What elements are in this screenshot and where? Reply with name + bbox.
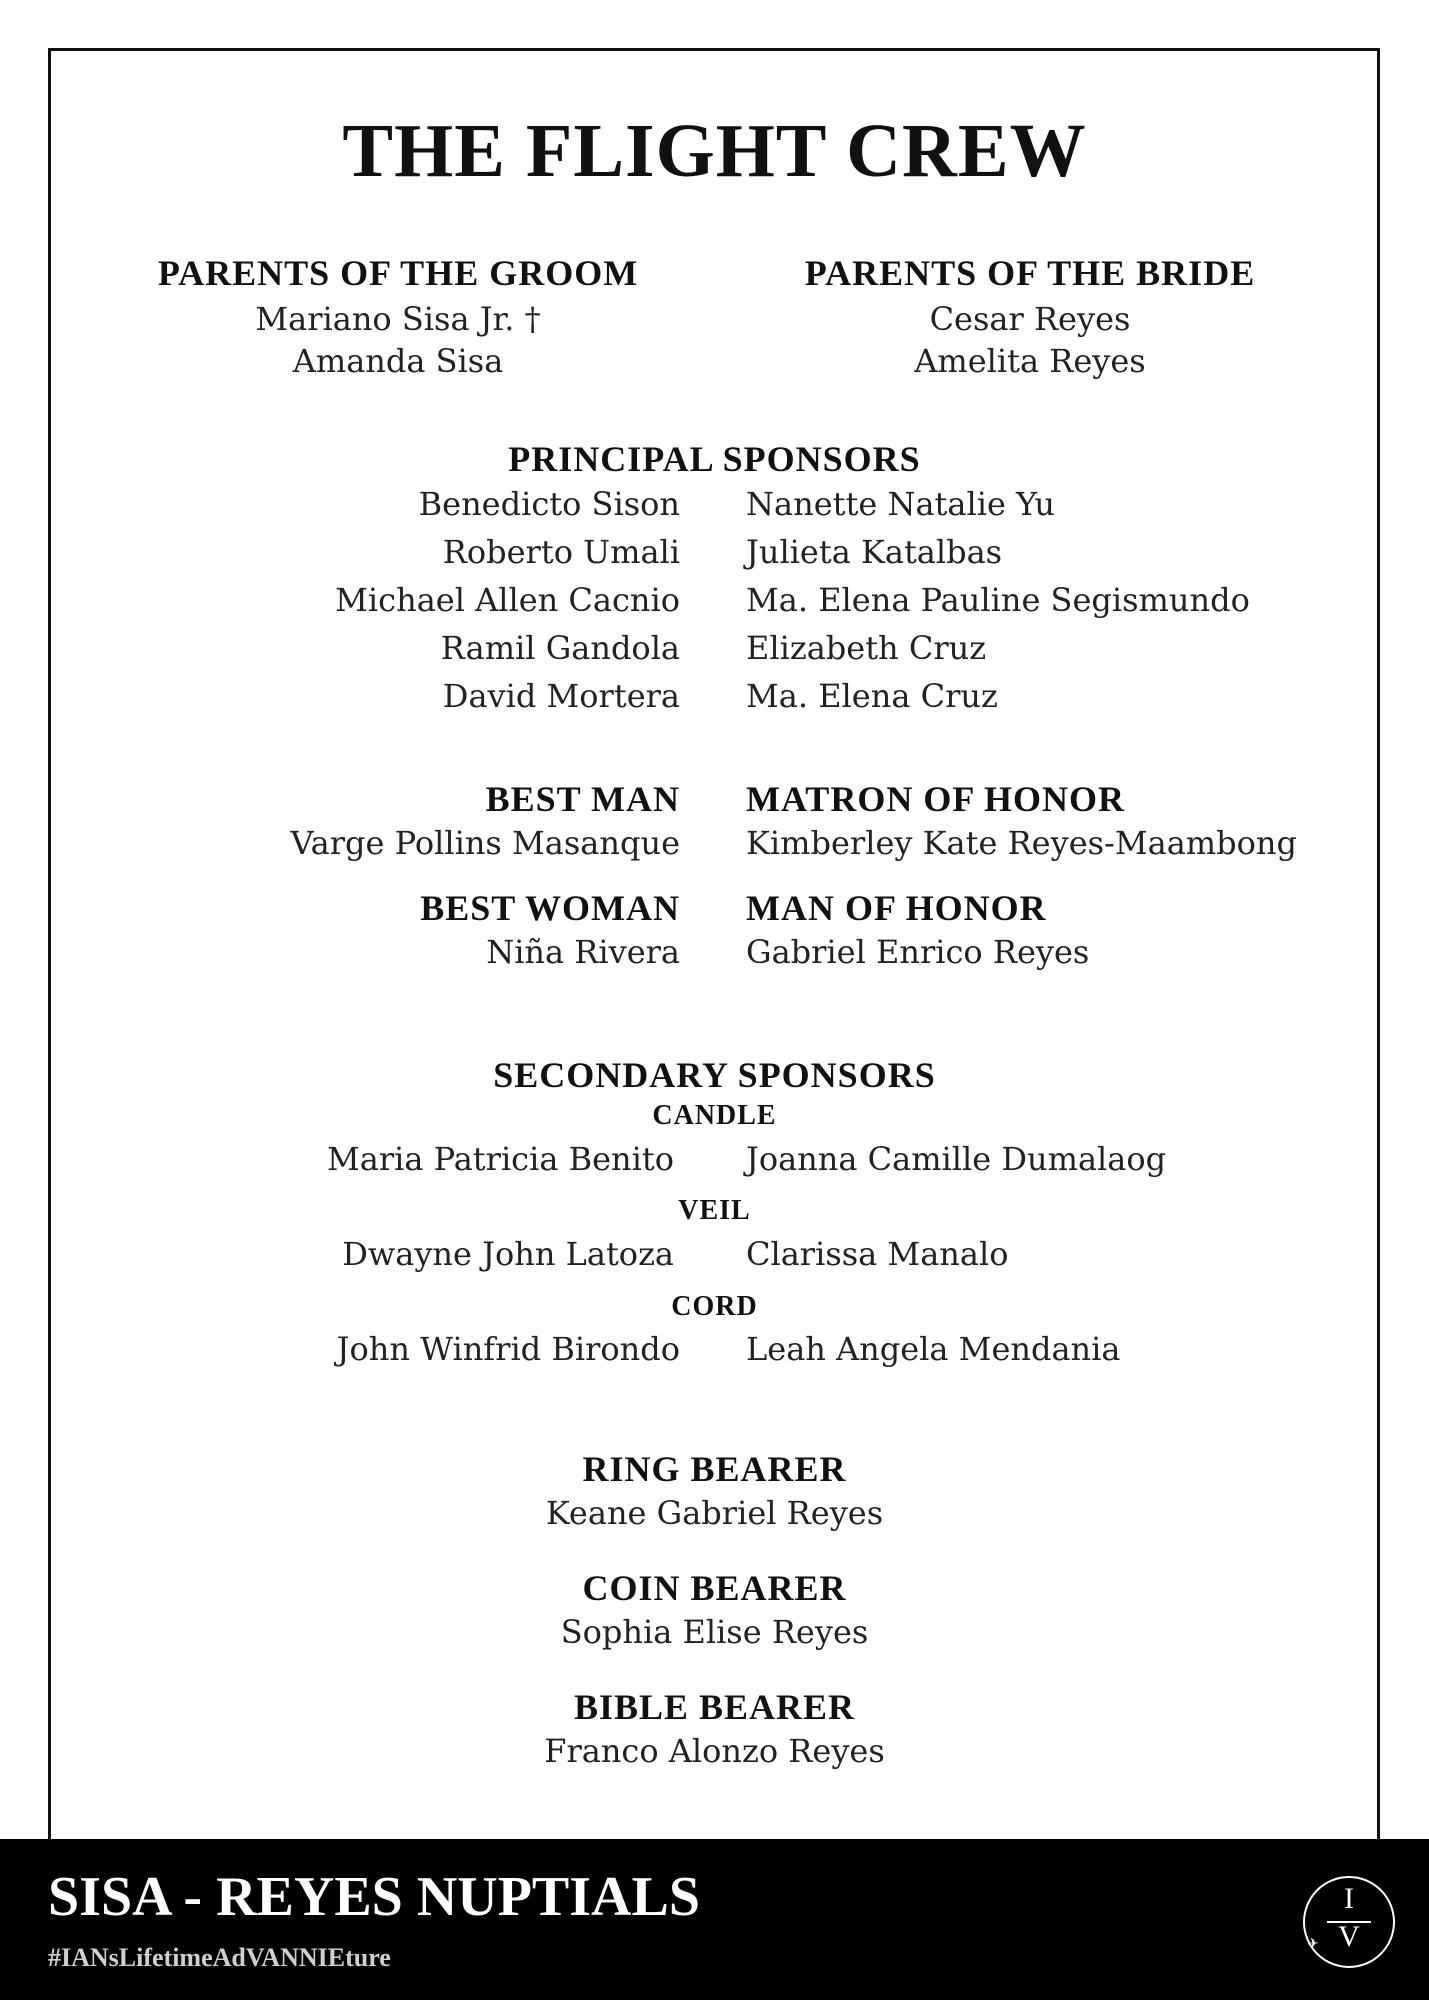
monogram-bottom-letter: V (1338, 1920, 1360, 1953)
ring-bearer-name: Keane Gabriel Reyes (545, 1494, 884, 1532)
airplane-icon: ✈ (1307, 1936, 1319, 1952)
parents-groom-heading: PARENTS OF THE GROOM (157, 253, 639, 293)
parents-bride-heading: PARENTS OF THE BRIDE (804, 253, 1256, 293)
page-title: THE FLIGHT CREW (342, 109, 1087, 193)
bible-bearer-heading: BIBLE BEARER (573, 1687, 856, 1727)
principal-sponsor: Ramil Gandola (440, 629, 680, 667)
footer-band (0, 1839, 1429, 2000)
parents-bride-name: Cesar Reyes (929, 300, 1131, 338)
principal-sponsor: Roberto Umali (442, 533, 680, 571)
candle-sponsor-left: Maria Patricia Benito (326, 1140, 674, 1178)
matron-heading: MATRON OF HONOR (746, 779, 1125, 819)
man-of-honor-heading: MAN OF HONOR (746, 888, 1047, 928)
best-woman-heading: BEST WOMAN (420, 888, 680, 928)
principal-sponsors-left (180, 480, 680, 720)
principal-sponsors-heading: PRINCIPAL SPONSORS (508, 439, 921, 479)
principal-sponsor: David Mortera (442, 677, 680, 715)
best-man-name: Varge Pollins Masanque (290, 824, 680, 862)
principal-sponsor: Ma. Elena Pauline Segismundo (746, 581, 1250, 619)
principal-sponsors-right (746, 480, 1346, 720)
veil-sponsor-right: Clarissa Manalo (746, 1235, 1009, 1273)
best-woman-name: Niña Rivera (486, 933, 680, 971)
principal-sponsor: Julieta Katalbas (746, 533, 1003, 571)
principal-sponsor: Nanette Natalie Yu (746, 485, 1055, 523)
candle-sponsor-right: Joanna Camille Dumalaog (746, 1140, 1167, 1178)
veil-sponsor-left: Dwayne John Latoza (342, 1235, 674, 1273)
ring-bearer-heading: RING BEARER (582, 1449, 847, 1489)
cord-sponsor-right: Leah Angela Mendania (746, 1330, 1121, 1368)
veil-label: VEIL (678, 1195, 751, 1226)
parents-bride-name: Amelita Reyes (914, 342, 1146, 380)
footer-hashtag: #IANsLifetimeAdVANNIEture (48, 1943, 391, 1972)
cord-sponsor-left: John Winfrid Birondo (336, 1330, 680, 1368)
man-of-honor-name: Gabriel Enrico Reyes (746, 933, 1090, 971)
coin-bearer-name: Sophia Elise Reyes (560, 1613, 869, 1651)
parents-groom-name: Amanda Sisa (292, 342, 504, 380)
cord-label: CORD (671, 1291, 758, 1322)
matron-name: Kimberley Kate Reyes-Maambong (746, 824, 1297, 862)
principal-sponsor: Benedicto Sison (418, 485, 680, 523)
principal-sponsor: Ma. Elena Cruz (746, 677, 998, 715)
parents-groom-name: Mariano Sisa Jr. † (255, 300, 541, 338)
principal-sponsor: Elizabeth Cruz (746, 629, 987, 667)
footer-title: SISA - REYES NUPTIALS (48, 1866, 700, 1928)
coin-bearer-heading: COIN BEARER (582, 1568, 847, 1608)
secondary-sponsors-heading: SECONDARY SPONSORS (493, 1055, 936, 1095)
monogram-top-letter: I (1344, 1882, 1354, 1915)
candle-label: CANDLE (652, 1100, 777, 1131)
monogram-logo (1303, 1876, 1395, 1968)
principal-sponsor: Michael Allen Cacnio (335, 581, 680, 619)
parents-groom-names (128, 298, 668, 382)
best-man-heading: BEST MAN (485, 779, 680, 819)
parents-bride-names (760, 298, 1300, 382)
bible-bearer-name: Franco Alonzo Reyes (544, 1732, 885, 1770)
